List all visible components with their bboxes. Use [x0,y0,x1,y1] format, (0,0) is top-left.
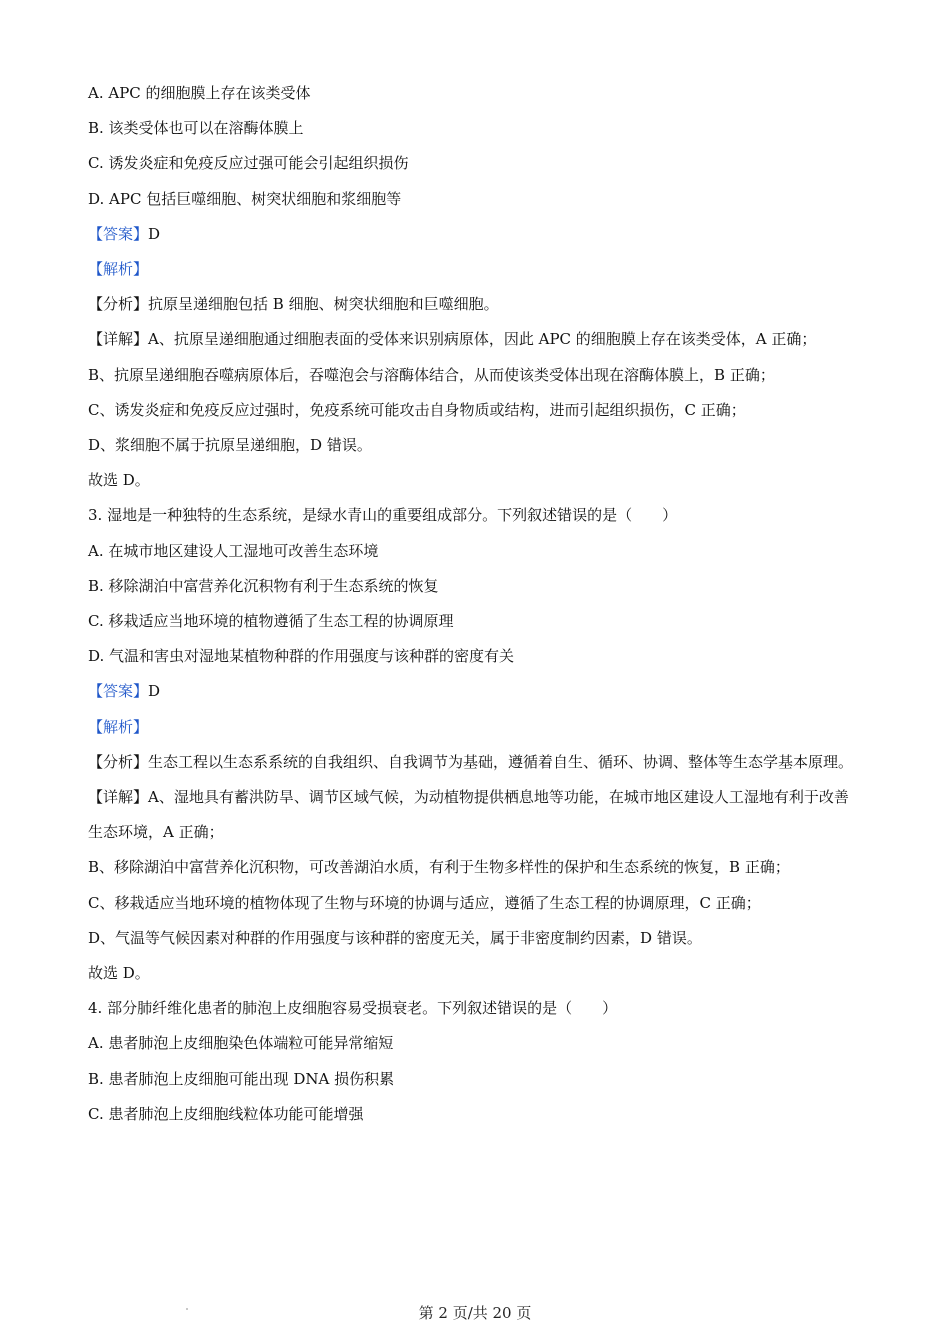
q2-option-a: A. APC 的细胞膜上存在该类受体 [88,84,311,102]
analysis-tag: 【解析】 [88,717,149,736]
q3-xiangjie-a [88,780,863,850]
xiangjie-text: A、抗原呈递细胞通过细胞表面的受体来识别病原体，因此 APC 的细胞膜上存在该类受体，A 正确； [148,330,817,349]
q2-xiangjie-c: C、诱发炎症和免疫反应过强时，免疫系统可能攻击自身物质或结构，进而引起组织损伤，C 正确； [88,400,746,419]
analysis-tag: 【解析】 [88,260,149,279]
fenxi-tag: 【分析】 [88,752,149,771]
q3-option-c: C. 移栽适应当地环境的植物遵循了生态工程的协调原理 [88,612,454,631]
q2-conclusion: 故选 D。 [88,471,150,490]
xiangjie-text: A、湿地具有蓄洪防旱、调节区域气候，为动植物提供栖息地等功能，在城市地区建设人工湿地有利于改善生态环境，A 正确； [88,788,849,842]
q3-xiangjie-c: C、移栽适应当地环境的植物体现了生物与环境的协调与适应，遵循了生态工程的协调原理，C 正确； [88,893,761,912]
answer-tag: 【答案】 [88,224,149,243]
q3-option-a: A. 在城市地区建设人工湿地可改善生态环境 [88,541,379,560]
q3-conclusion: 故选 D。 [88,964,150,983]
q3-answer [88,674,863,709]
q4-stem: 4. 部分肺纤维化患者的肺泡上皮细胞容易受损衰老。下列叙述错误的是（ ） [88,999,618,1018]
q3-option-d: D. 气温和害虫对湿地某植物种群的作用强度与该种群的密度有关 [88,647,515,666]
q2-xiangjie-a [88,322,863,357]
q3-xiangjie-b: B、移除湖泊中富营养化沉积物，可改善湖泊水质，有利于生物多样性的保护和生态系统的恢复，B 正确； [88,858,790,877]
q2-option-b: B. 该类受体也可以在溶酶体膜上 [88,119,304,138]
q3-xiangjie-d: D、气温等气候因素对种群的作用强度与该种群的密度无关，属于非密度制约因素，D 错误。 [88,928,702,947]
xiangjie-tag: 【详解】 [88,788,149,807]
q2-xiangjie-b: B、抗原呈递细胞吞噬病原体后，吞噬泡会与溶酶体结合，从而使该类受体出现在溶酶体膜上，B 正确； [88,365,775,384]
answer-value: D [148,224,161,243]
q3-option-b: B. 移除湖泊中富营养化沉积物有利于生态系统的恢复 [88,576,439,595]
q2-analysis-heading [88,252,863,287]
q2-xiangjie-d: D、浆细胞不属于抗原呈递细胞，D 错误。 [88,436,372,455]
fenxi-text: 抗原呈递细胞包括 B 细胞、树突状细胞和巨噬细胞。 [148,295,499,314]
fenxi-tag: 【分析】 [88,295,149,314]
q3-stem: 3. 湿地是一种独特的生态系统，是绿水青山的重要组成部分。下列叙述错误的是（ ） [88,506,678,525]
q3-fenxi [88,745,863,780]
q2-answer [88,217,863,252]
answer-value: D [148,682,161,701]
page-footer: 第 2 页/共 20 页 [418,1304,532,1322]
xiangjie-tag: 【详解】 [88,330,149,349]
q2-option-c: C. 诱发炎症和免疫反应过强可能会引起组织损伤 [88,154,409,173]
q4-option-a: A. 患者肺泡上皮细胞染色体端粒可能异常缩短 [88,1034,394,1053]
q4-option-b: B. 患者肺泡上皮细胞可能出现 DNA 损伤积累 [88,1069,395,1088]
fenxi-text: 生态工程以生态系系统的自我组织、自我调节为基础，遵循着自生、循环、协调、整体等生态学基本原理。 [148,752,854,771]
q2-option-d: D. APC 包括巨噬细胞、树突状细胞和浆细胞等 [88,189,402,208]
document-body [88,76,863,1132]
q3-analysis-heading [88,710,863,745]
q4-option-c: C. 患者肺泡上皮细胞线粒体功能可能增强 [88,1104,364,1123]
q2-fenxi [88,287,863,322]
answer-tag: 【答案】 [88,682,149,701]
